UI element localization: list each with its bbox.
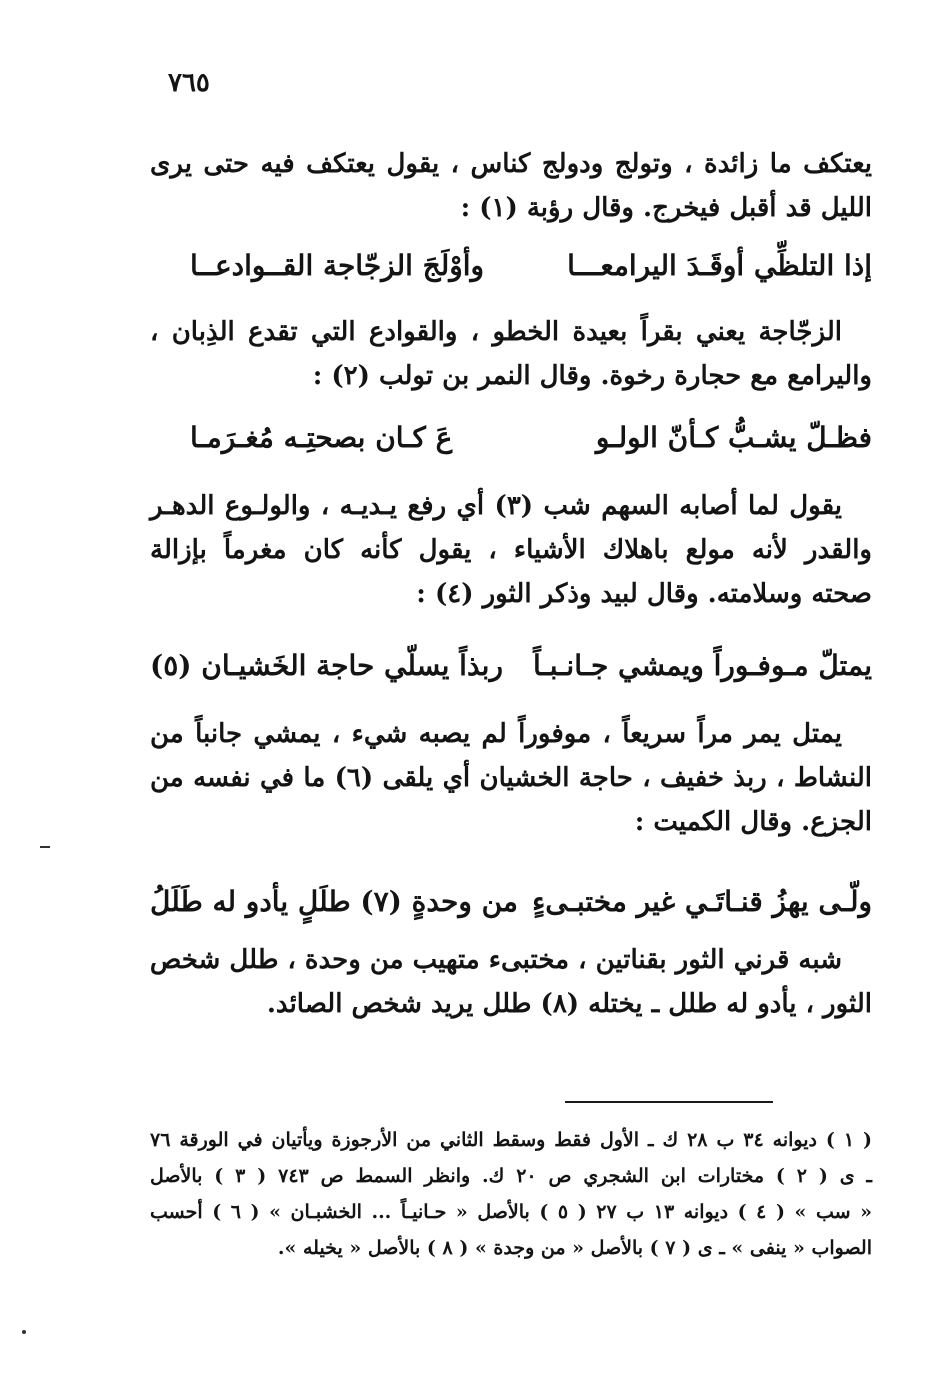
page-number: ٧٦٥ xyxy=(168,68,210,98)
prose-paragraph-1 xyxy=(150,142,872,230)
verse-line-3 xyxy=(150,642,872,690)
verse-line-1 xyxy=(150,242,872,290)
prose-line: الزجّاجة يعني بقراً بعيدة الخطو ، والقوادع التي تقدع الذِبان ، xyxy=(150,317,842,347)
prose-line: يمتل يمر مراً سريعاً ، موفوراً لم يصبه شيء ، يمشي جانباً من xyxy=(150,719,842,749)
scan-speck xyxy=(22,1330,26,1334)
prose-line: شبه قرني الثور بقناتين ، مختبىء متهيب من وحدة ، طلل شخص xyxy=(149,945,842,975)
verse-second-hemistich: ربذاً يسلّي حاجة الخَشيـان (٥) xyxy=(150,649,503,682)
prose-line: الجزع. وقال الكميت : xyxy=(634,807,872,837)
prose-line: والقدر لأنه مولع باهلاك الأشياء ، يقول كأنه كان مغرماً بإزالة xyxy=(150,535,872,565)
footnote-line: « سب » ( ٤ ) ديوانه ١٣ ب ٢٧ ( ٥ ) بالأصل « حـانيـاً ... الخشبـان » ( ٦ ) أحسب xyxy=(150,1201,872,1223)
prose-line: يعتكف ما زائدة ، وتولج ودولج كناس ، يقول يعتكف فيه حتى يرى xyxy=(150,149,872,179)
prose-paragraph-2 xyxy=(150,310,872,398)
verse-line-2 xyxy=(150,414,872,462)
prose-line: النشاط ، ربذ خفيف ، حاجة الخشيان أي يلقى (٦) ما في نفسه من xyxy=(150,763,872,793)
prose-paragraph-5 xyxy=(150,938,872,1026)
verse-second-hemistich: من وحدةٍ (٧) طلَلٍ يأدو له طَلَلُ xyxy=(150,885,518,918)
footnote-separator xyxy=(565,1101,773,1103)
footnote-line: ـ ى ( ٢ ) مختارات ابن الشجري ص ٢٠ ك. وانظر السمط ص ٧٤٣ ( ٣ ) بالأصل xyxy=(150,1165,872,1187)
footnote-line: ( ١ ) ديوانه ٣٤ ب ٢٨ ك ـ الأول فقط وسقط الثاني من الأرجوزة ويأتيان في الورقة ٧٦ xyxy=(150,1129,872,1151)
verse-line-4 xyxy=(150,878,872,926)
footnote-line: الصواب « ينفى » ـ ى ( ٧ ) بالأصل « من وجدة » ( ٨ ) بالأصل « يخيله ». xyxy=(277,1237,872,1259)
prose-line: صحته وسلامته. وقال لبيد وذكر الثور (٤) : xyxy=(416,579,872,609)
prose-paragraph-4 xyxy=(150,712,872,844)
verse-first-hemistich: ولّـى يهزُ قنـاتَـي غير مختبـىءٍ xyxy=(532,885,872,918)
verse-second-hemistich: وأوْلَجَ الزجّاجة القــوادعــا xyxy=(190,249,485,282)
verse-first-hemistich: إذا التلظِّي أوقَـدَ اليرامعـــا xyxy=(567,249,872,282)
prose-line: يقول لما أصابه السهم شب (٣) أي رفع يـديـه ، والولـوع الدهـر xyxy=(150,491,842,521)
verse-second-hemistich: عَ كـان بصحتِـه مُغـرَمـا xyxy=(190,421,453,454)
verse-first-hemistich: يمتلّ مـوفـوراً ويمشي جـانـبـاً xyxy=(533,649,872,682)
prose-line: الثور ، يأدو له طلل ـ يختله (٨) طلل يريد شخص الصائد. xyxy=(266,989,872,1019)
footnotes xyxy=(150,1122,872,1266)
prose-paragraph-3 xyxy=(150,484,872,616)
prose-line: الليل قد أقبل فيخرج. وقال رؤبة (١) : xyxy=(460,193,872,223)
verse-first-hemistich: فظـلّ يشـبُّ كـأنّ الولـو xyxy=(595,421,872,454)
scan-speck xyxy=(40,846,50,848)
prose-line: واليرامع مع حجارة رخوة. وقال النمر بن تولب (٢) : xyxy=(312,361,872,391)
